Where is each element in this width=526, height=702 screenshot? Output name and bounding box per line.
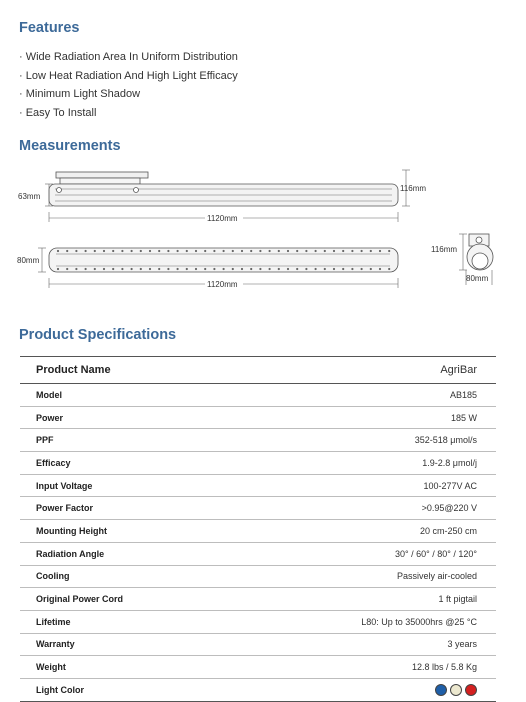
led-dot [379, 250, 381, 252]
spec-label: Power Factor [20, 497, 226, 520]
led-dot [167, 250, 169, 252]
specifications-heading: Product Specifications [19, 327, 177, 343]
light-color-label: Light Color [20, 678, 226, 701]
spec-value: 185 W [226, 406, 496, 429]
top-width-label: 80mm [17, 256, 40, 265]
led-dot [361, 250, 363, 252]
light-color-swatches [226, 678, 496, 701]
light-color-row [20, 678, 496, 701]
led-dot [250, 268, 252, 270]
led-dot [232, 250, 234, 252]
spec-value: >0.95@220 V [226, 497, 496, 520]
led-dot [305, 268, 307, 270]
led-dot [333, 250, 335, 252]
led-dot [85, 250, 87, 252]
led-dot [149, 268, 151, 270]
led-dot [351, 268, 353, 270]
led-dot [204, 268, 206, 270]
led-dot [287, 250, 289, 252]
led-dot [241, 250, 243, 252]
spec-value: L80: Up to 35000hrs @25 °C [226, 610, 496, 633]
led-dot [259, 250, 261, 252]
led-dot [324, 268, 326, 270]
spec-row [20, 406, 496, 429]
led-dot [333, 268, 335, 270]
led-dot [149, 250, 151, 252]
led-dot [241, 268, 243, 270]
led-dot [177, 250, 179, 252]
features-list [19, 48, 238, 123]
led-dot [186, 268, 188, 270]
feature-item: · Easy To Install [19, 107, 97, 120]
side-bracket-height-label: 116mm [400, 184, 427, 193]
led-dot [315, 268, 317, 270]
spec-value: AB185 [226, 384, 496, 407]
led-dot [94, 250, 96, 252]
spec-row [20, 656, 496, 679]
led-dot [94, 268, 96, 270]
spec-label: Lifetime [20, 610, 226, 633]
led-dot [278, 268, 280, 270]
led-dot [186, 250, 188, 252]
light-color-swatch [465, 684, 477, 696]
led-dot [342, 268, 344, 270]
end-view-drawing [467, 234, 493, 270]
spec-value: 3 years [226, 633, 496, 656]
features-heading: Features [19, 20, 80, 36]
feature-item: · Wide Radiation Area In Uniform Distribution [19, 51, 238, 63]
spec-row [20, 542, 496, 565]
spec-value: 12.8 lbs / 5.8 Kg [226, 656, 496, 679]
spec-label: Efficacy [20, 452, 226, 475]
led-dot [112, 250, 114, 252]
spec-label: Radiation Angle [20, 542, 226, 565]
light-color-swatch [435, 684, 447, 696]
led-dot [167, 268, 169, 270]
led-dot [112, 268, 114, 270]
led-dot [213, 268, 215, 270]
spec-row [20, 588, 496, 611]
top-length-label: 1120mm [207, 280, 238, 289]
spec-row [20, 429, 496, 452]
led-dot [66, 268, 68, 270]
led-dot [379, 268, 381, 270]
spec-row [20, 497, 496, 520]
spec-value: 20 cm-250 cm [226, 520, 496, 543]
spec-label: Input Voltage [20, 474, 226, 497]
led-dot [223, 250, 225, 252]
led-dot [388, 268, 390, 270]
led-dot [85, 268, 87, 270]
spec-label: Weight [20, 656, 226, 679]
led-dot [195, 268, 197, 270]
led-dot [57, 268, 59, 270]
led-dot [131, 268, 133, 270]
spec-label: Mounting Height [20, 520, 226, 543]
spec-label: Model [20, 384, 226, 407]
led-dot [57, 250, 59, 252]
led-dot [370, 268, 372, 270]
spec-row [20, 610, 496, 633]
led-dot [75, 268, 77, 270]
led-dot [131, 250, 133, 252]
led-dot [204, 250, 206, 252]
led-dot [223, 268, 225, 270]
led-dot [75, 250, 77, 252]
led-dot [121, 250, 123, 252]
product-name-row [20, 357, 496, 384]
led-dot [177, 268, 179, 270]
led-dot [278, 250, 280, 252]
spec-value: 352-518 μmol/s [226, 429, 496, 452]
led-dot [103, 250, 105, 252]
led-dot [342, 250, 344, 252]
spec-label: PPF [20, 429, 226, 452]
led-dot [370, 250, 372, 252]
end-height-label: 116mm [431, 245, 458, 254]
led-dot [158, 250, 160, 252]
specifications-table [20, 356, 496, 702]
measurement-drawing [0, 160, 526, 300]
end-width-label: 80mm [466, 274, 489, 283]
led-dot [361, 268, 363, 270]
led-dot [140, 250, 142, 252]
spec-row [20, 474, 496, 497]
side-height-label: 63mm [18, 192, 41, 201]
led-dot [269, 268, 271, 270]
spec-value: 1.9-2.8 μmol/j [226, 452, 496, 475]
led-dot [259, 268, 261, 270]
spec-row [20, 452, 496, 475]
spec-label: Warranty [20, 633, 226, 656]
spec-value: Passively air-cooled [226, 565, 496, 588]
led-dot [213, 250, 215, 252]
product-name-value: AgriBar [226, 357, 496, 384]
spec-label: Power [20, 406, 226, 429]
led-dot [121, 268, 123, 270]
led-dot [158, 268, 160, 270]
light-color-swatch [450, 684, 462, 696]
spec-row [20, 633, 496, 656]
spec-label: Cooling [20, 565, 226, 588]
feature-item: · Low Heat Radiation And High Light Efficacy [19, 69, 238, 82]
led-dot [388, 250, 390, 252]
led-dot [140, 268, 142, 270]
spec-value: 1 ft pigtail [226, 588, 496, 611]
product-name-label: Product Name [20, 357, 226, 384]
spec-row [20, 565, 496, 588]
led-dot [195, 250, 197, 252]
led-dot [66, 250, 68, 252]
led-dot [296, 268, 298, 270]
side-view-drawing [49, 172, 398, 206]
led-dot [296, 250, 298, 252]
feature-item: · Minimum Light Shadow [19, 88, 141, 101]
spec-label: Original Power Cord [20, 588, 226, 611]
measurements-heading: Measurements [19, 138, 121, 154]
spec-row [20, 520, 496, 543]
side-length-label: 1120mm [207, 214, 238, 223]
spec-row [20, 384, 496, 407]
led-dot [250, 250, 252, 252]
led-dot [287, 268, 289, 270]
spec-value: 30° / 60° / 80° / 120° [226, 542, 496, 565]
led-dot [232, 268, 234, 270]
led-dot [269, 250, 271, 252]
led-dot [351, 250, 353, 252]
spec-value: 100-277V AC [226, 474, 496, 497]
led-dot [103, 268, 105, 270]
led-dot [315, 250, 317, 252]
led-dot [305, 250, 307, 252]
led-dot [324, 250, 326, 252]
